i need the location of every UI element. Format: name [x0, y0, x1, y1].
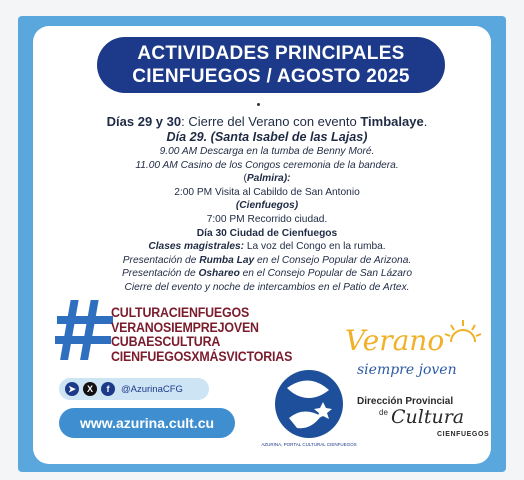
program-line — [57, 172, 477, 186]
program-line: 11.00 AM Casino de los Congos ceremonia de la bandera. — [135, 159, 399, 171]
de-text: de — [379, 408, 388, 417]
group-name: Rumba Lay — [199, 254, 255, 266]
program-line: Día 29. (Santa Isabel de las Lajas) — [166, 130, 368, 144]
program-text — [57, 114, 477, 295]
text: en el Consejo Popular de San Lázaro — [239, 268, 412, 280]
period: . — [423, 114, 428, 129]
poster-frame — [18, 16, 506, 472]
title-line-1: ACTIVIDADES PRINCIPALES — [137, 43, 405, 64]
program-line — [57, 114, 477, 130]
place-label: Palmira): — [246, 173, 291, 185]
closing-text: : Cierre del Verano con evento — [181, 114, 361, 129]
program-line — [57, 267, 477, 281]
hashtag-item[interactable]: CUBAESCULTURA — [111, 334, 221, 349]
cultura-logo — [355, 396, 495, 446]
title-banner — [97, 37, 445, 93]
program-line: (Cienfuegos) — [235, 200, 299, 212]
classes-label: Clases magistrales: — [148, 241, 245, 253]
website-url[interactable]: www.azurina.cult.cu — [59, 408, 235, 438]
poster-card — [33, 26, 491, 464]
x-icon[interactable]: X — [83, 382, 97, 396]
hashtag-icon — [55, 298, 115, 362]
hashtag-list — [111, 306, 311, 364]
verano-logo — [343, 318, 493, 398]
event-name: Timbalaye — [360, 114, 424, 129]
direccion-text: Dirección Provincial — [357, 396, 454, 407]
divider-dot — [257, 103, 260, 106]
azurina-text: AZURINA, PORTAL CULTURAL CIENFUEGOS — [261, 442, 357, 447]
classes-text: La voz del Congo en la rumba. — [244, 241, 386, 253]
hashtag-item[interactable]: VERANOSIEMPREJOVEN — [111, 319, 259, 335]
cienfuegos-text: CIENFUEGOS — [437, 431, 490, 438]
program-line: 2:00 PM Visita al Cabildo de San Antonio — [174, 186, 360, 198]
program-line: Cierre del evento y noche de intercambios en el Patio de Artex. — [124, 281, 410, 293]
program-line — [57, 254, 477, 268]
social-bar — [59, 378, 209, 400]
verano-tagline: siempre joven — [357, 362, 457, 378]
text: en el Consejo Popular de Arizona. — [254, 254, 412, 266]
group-name: Oshareo — [198, 268, 240, 280]
hashtag-item[interactable]: CIENFUEGOSXMÁSVICTORIAS — [111, 348, 293, 364]
text: Presentación de — [122, 268, 199, 280]
program-line — [57, 240, 477, 254]
program-line: Día 30 Ciudad de Cienfuegos — [196, 227, 338, 239]
sun-icon — [443, 318, 483, 348]
cultura-text: Cultura — [391, 406, 465, 428]
azurina-logo — [261, 368, 357, 456]
paren: ( — [243, 173, 247, 185]
program-line: 7:00 PM Recorrido ciudad. — [206, 213, 328, 225]
title-line-2: CIENFUEGOS / AGOSTO 2025 — [132, 66, 410, 87]
program-line: 9.00 AM Descarga en la tumba de Benny Moré. — [159, 146, 375, 157]
social-handle[interactable]: @AzurinaCFG — [121, 383, 183, 395]
facebook-icon[interactable]: f — [101, 382, 115, 396]
text: Presentación de — [122, 254, 200, 266]
verano-word: Verano — [345, 324, 445, 357]
hashtag-item[interactable]: CULTURACIENFUEGOS — [111, 305, 250, 320]
telegram-icon[interactable]: ➤ — [65, 382, 79, 396]
days-label: Días 29 y 30 — [106, 114, 182, 129]
